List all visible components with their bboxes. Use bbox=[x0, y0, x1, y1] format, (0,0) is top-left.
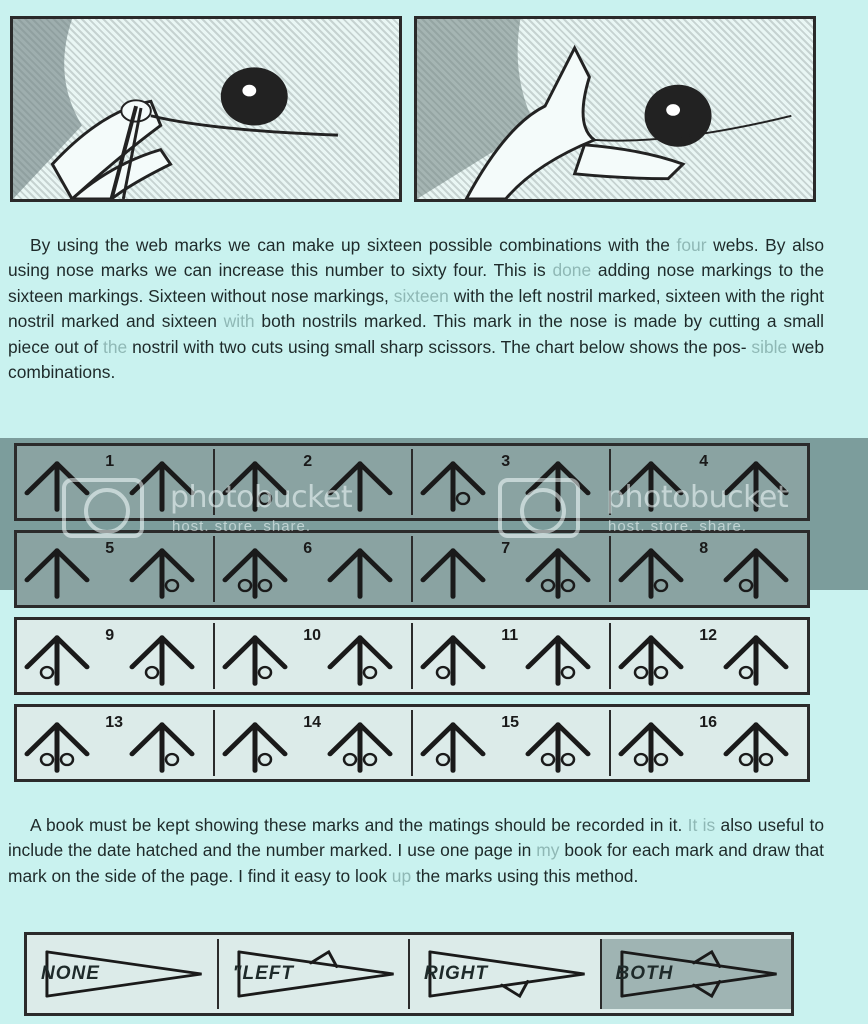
web-hole-icon bbox=[635, 667, 647, 678]
web-mark-pair bbox=[611, 536, 807, 602]
combination-number: 7 bbox=[501, 540, 511, 557]
web-hole-icon bbox=[166, 754, 178, 765]
web-hole-icon bbox=[364, 667, 376, 678]
web-hole-icon bbox=[562, 754, 574, 765]
web-hole-icon bbox=[364, 754, 376, 765]
web-hole-icon bbox=[740, 667, 752, 678]
paragraph-record-book bbox=[8, 813, 824, 889]
web-hole-icon bbox=[760, 754, 772, 765]
faded-word: sixteen bbox=[393, 285, 449, 306]
web-hole-icon bbox=[437, 754, 449, 765]
chart-cell bbox=[215, 536, 413, 602]
web-mark-pair bbox=[17, 536, 213, 602]
faded-word: the bbox=[103, 336, 128, 357]
nose-mark-label: NONE bbox=[41, 963, 100, 984]
combination-number: 4 bbox=[699, 453, 709, 470]
faded-word: my bbox=[536, 840, 560, 861]
web-hole-icon bbox=[655, 580, 667, 591]
web-mark-arrow bbox=[132, 725, 192, 771]
web-mark-arrow bbox=[423, 725, 483, 771]
web-hole-icon bbox=[41, 754, 53, 765]
web-hole-icon bbox=[562, 667, 574, 678]
combination-number: 1 bbox=[105, 453, 115, 470]
web-hole-icon bbox=[166, 580, 178, 591]
web-mark-pair bbox=[413, 536, 609, 602]
web-mark-arrow bbox=[330, 551, 390, 597]
chart-row bbox=[14, 704, 810, 782]
nose-mark-cell bbox=[602, 939, 792, 1009]
chart-cell bbox=[17, 536, 215, 602]
combination-number: 14 bbox=[303, 714, 321, 731]
faded-word: done bbox=[552, 260, 592, 281]
combination-number: 16 bbox=[699, 714, 717, 731]
web-hole-icon bbox=[740, 580, 752, 591]
watermark-tagline: host. store. share. bbox=[172, 518, 312, 535]
text-line: book for each mark and draw that mark on the side of the page. I find it easy to look bbox=[8, 840, 824, 886]
web-hole-icon bbox=[655, 754, 667, 765]
text-line: webs. By also using nose marks we can increase this number to sixty four. This is bbox=[8, 235, 824, 281]
nose-mark-label: "LEFT bbox=[232, 963, 294, 984]
photobucket-watermark bbox=[498, 478, 798, 540]
web-hole-icon bbox=[259, 580, 271, 591]
web-mark-arrow bbox=[225, 638, 285, 684]
chart-row bbox=[14, 530, 810, 608]
combination-number: 6 bbox=[303, 540, 313, 557]
web-mark-arrow bbox=[27, 725, 87, 771]
web-mark-arrow bbox=[132, 551, 192, 597]
web-mark-pair bbox=[17, 623, 213, 689]
web-hole-icon bbox=[437, 667, 449, 678]
chart-cell bbox=[611, 710, 807, 776]
faded-word: up bbox=[391, 865, 412, 886]
web-mark-arrow bbox=[621, 725, 681, 771]
web-hole-icon bbox=[61, 754, 73, 765]
camera-lens-icon bbox=[62, 478, 144, 538]
web-mark-arrow bbox=[330, 725, 390, 771]
nose-mark-cell bbox=[219, 939, 411, 1009]
web-mark-arrow bbox=[726, 638, 786, 684]
web-hole-icon bbox=[146, 667, 158, 678]
combination-number: 3 bbox=[501, 453, 511, 470]
faded-word: sible bbox=[751, 336, 788, 357]
web-mark-arrow bbox=[423, 638, 483, 684]
faded-word: with bbox=[223, 311, 255, 332]
combination-number: 8 bbox=[699, 540, 709, 557]
web-mark-pair bbox=[215, 536, 411, 602]
chart-cell bbox=[413, 710, 611, 776]
text-line: the marks using this method. bbox=[411, 865, 639, 886]
text-line: nostril with two cuts using small sharp scissors. The chart below shows the pos- bbox=[127, 336, 747, 357]
chart-cell bbox=[413, 536, 611, 602]
illustration-cut-nostril bbox=[414, 16, 816, 202]
combination-number: 13 bbox=[105, 714, 123, 731]
nose-mark-label: BOTH bbox=[615, 963, 674, 984]
chart-cell bbox=[611, 623, 807, 689]
bird-head-drawing bbox=[13, 19, 399, 199]
nose-mark-label: RIGHT bbox=[424, 963, 489, 984]
web-hole-icon bbox=[344, 754, 356, 765]
web-mark-arrow bbox=[225, 551, 285, 597]
web-mark-arrow bbox=[225, 725, 285, 771]
illustration-nose-cut-scissors bbox=[10, 16, 402, 202]
web-mark-arrow bbox=[726, 551, 786, 597]
chart-cell bbox=[17, 710, 215, 776]
combination-number: 2 bbox=[303, 453, 313, 470]
web-hole-icon bbox=[655, 667, 667, 678]
web-hole-icon bbox=[740, 754, 752, 765]
web-hole-icon bbox=[635, 754, 647, 765]
web-hole-icon bbox=[41, 667, 53, 678]
web-mark-arrow bbox=[27, 551, 87, 597]
web-mark-arrow bbox=[423, 464, 483, 510]
combination-number: 15 bbox=[501, 714, 519, 731]
web-mark-arrow bbox=[528, 725, 588, 771]
web-hole-icon bbox=[542, 754, 554, 765]
combination-number: 5 bbox=[105, 540, 115, 557]
web-hole-icon bbox=[562, 580, 574, 591]
chart-cell bbox=[413, 623, 611, 689]
web-mark-arrow bbox=[621, 638, 681, 684]
combination-number: 11 bbox=[501, 627, 519, 644]
web-mark-arrow bbox=[726, 725, 786, 771]
faded-word: four bbox=[676, 235, 707, 255]
web-mark-arrow bbox=[528, 638, 588, 684]
paragraph-web-marks bbox=[8, 233, 824, 385]
chart-cell bbox=[17, 623, 215, 689]
web-mark-arrow bbox=[621, 551, 681, 597]
chart-row bbox=[14, 617, 810, 695]
combination-number: 9 bbox=[105, 627, 115, 644]
text-line: web combinations. bbox=[8, 336, 825, 383]
watermark-brand: photobucket bbox=[170, 480, 353, 515]
web-mark-arrow bbox=[27, 638, 87, 684]
faded-word: It is bbox=[687, 815, 716, 835]
nose-mark-cell bbox=[410, 939, 602, 1009]
text-line: both nostrils marked. This mark in the nose is made by cutting a small piece out of bbox=[8, 311, 824, 357]
watermark-brand: photobucket bbox=[606, 480, 789, 515]
chart-cell bbox=[611, 536, 807, 602]
web-mark-arrow bbox=[423, 551, 483, 597]
nose-mark-cell bbox=[27, 939, 219, 1009]
text-line: By using the web marks we can make up sixteen possible combinations with the bbox=[30, 235, 670, 255]
text-line: with the left nostril marked, sixteen with the right nostril marked and sixteen bbox=[8, 285, 824, 332]
text-line: A book must be kept showing these marks and the matings should be recorded in it. bbox=[30, 815, 683, 835]
web-mark-arrow bbox=[132, 638, 192, 684]
bird-head-drawing bbox=[417, 19, 813, 199]
text-line: adding nose markings to the sixteen markings. Sixteen without nose markings, bbox=[8, 260, 824, 306]
combination-number: 10 bbox=[303, 627, 321, 644]
combination-number: 12 bbox=[699, 627, 717, 644]
chart-cell bbox=[215, 710, 413, 776]
web-mark-arrow bbox=[528, 551, 588, 597]
watermark-tagline: host. store. share. bbox=[608, 518, 748, 535]
web-hole-icon bbox=[457, 493, 469, 504]
nose-mark-chart bbox=[24, 932, 794, 1016]
text-line: also useful to include the date hatched and the number marked. I use one page in bbox=[8, 815, 824, 861]
web-hole-icon bbox=[259, 754, 271, 765]
chart-cell bbox=[215, 623, 413, 689]
web-hole-icon bbox=[542, 580, 554, 591]
web-mark-arrow bbox=[330, 638, 390, 684]
web-hole-icon bbox=[239, 580, 251, 591]
photobucket-watermark bbox=[62, 478, 362, 540]
web-hole-icon bbox=[259, 667, 271, 678]
camera-lens-icon bbox=[498, 478, 580, 538]
